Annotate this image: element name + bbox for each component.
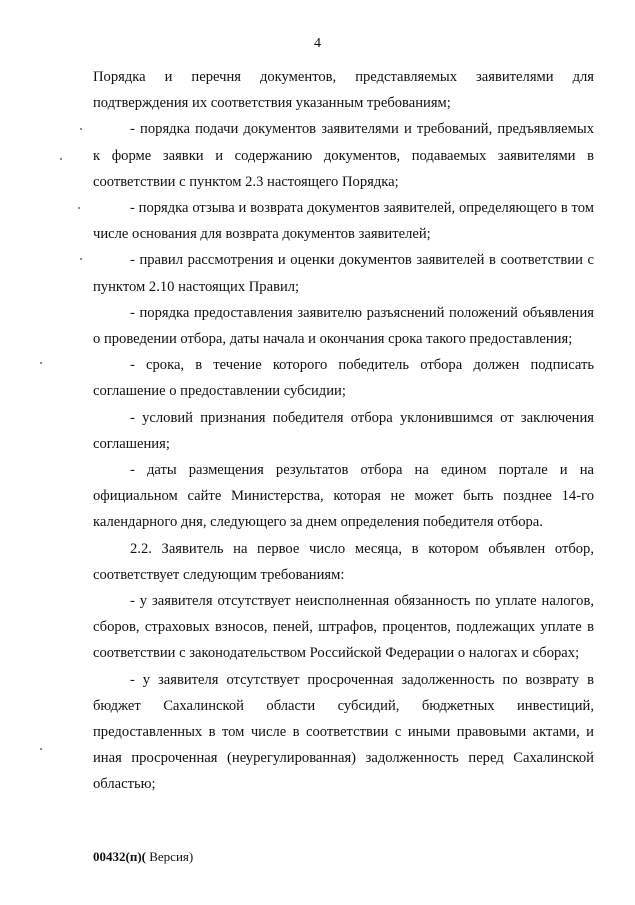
version-label: Версия) xyxy=(145,849,194,864)
paragraph: 2.2. Заявитель на первое число месяца, в котором объявлен отбор, соответствует следующим требованиям: xyxy=(93,540,594,583)
scan-speck xyxy=(80,258,82,260)
paragraph: - у заявителя отсутствует неисполненная обязанность по уплате налогов, сборов, страховых взносов, пеней, штрафов, процентов, подлежащих уплате в соответствии с законодательством Российской Федерации о налогах и сборах; xyxy=(93,593,594,662)
document-code: 00432(п)( xyxy=(93,849,146,864)
paragraph: Порядка и перечня документов, представляемых заявителями для подтверждения их соответствия указанным требованиям; xyxy=(93,69,594,112)
document-body xyxy=(93,64,594,798)
scan-speck xyxy=(60,158,62,160)
paragraph: - порядка подачи документов заявителями и требований, предъявляемых к форме заявки и содержанию документов, подаваемых заявителями в соответствии с пунктом 2.3 настоящего Порядка; xyxy=(93,121,594,190)
scan-speck xyxy=(40,748,42,750)
scan-speck xyxy=(40,362,42,364)
paragraph: - у заявителя отсутствует просроченная задолженность по возврату в бюджет Сахалинской области субсидий, бюджетных инвестиций, предоставленных в том числе в соответствии с иными правовыми актами, и иная просроченная (неурегулированная) задолженность перед Сахалинской областью; xyxy=(93,671,594,793)
document-footer-code xyxy=(93,849,193,865)
paragraph: - правил рассмотрения и оценки документов заявителей в соответствии с пунктом 2.10 настоящих Правил; xyxy=(93,252,594,295)
paragraph: - срока, в течение которого победитель отбора должен подписать соглашение о предоставлении субсидии; xyxy=(93,357,594,400)
paragraph: - порядка предоставления заявителю разъяснений положений объявления о проведении отбора, даты начала и окончания срока такого предоставления; xyxy=(93,304,594,348)
page-number: 4 xyxy=(314,36,321,51)
scan-speck xyxy=(80,128,82,130)
scan-speck xyxy=(78,207,80,209)
paragraph: - даты размещения результатов отбора на едином портале и на официальном сайте Министерства, которая не может быть позднее 14-го календарного дня, следующего за днем определения победителя отбора. xyxy=(93,462,594,531)
paragraph: - условий признания победителя отбора уклонившимся от заключения соглашения; xyxy=(93,409,594,452)
paragraph: - порядка отзыва и возврата документов заявителей, определяющего в том числе основания для возврата документов заявителей; xyxy=(93,200,594,243)
